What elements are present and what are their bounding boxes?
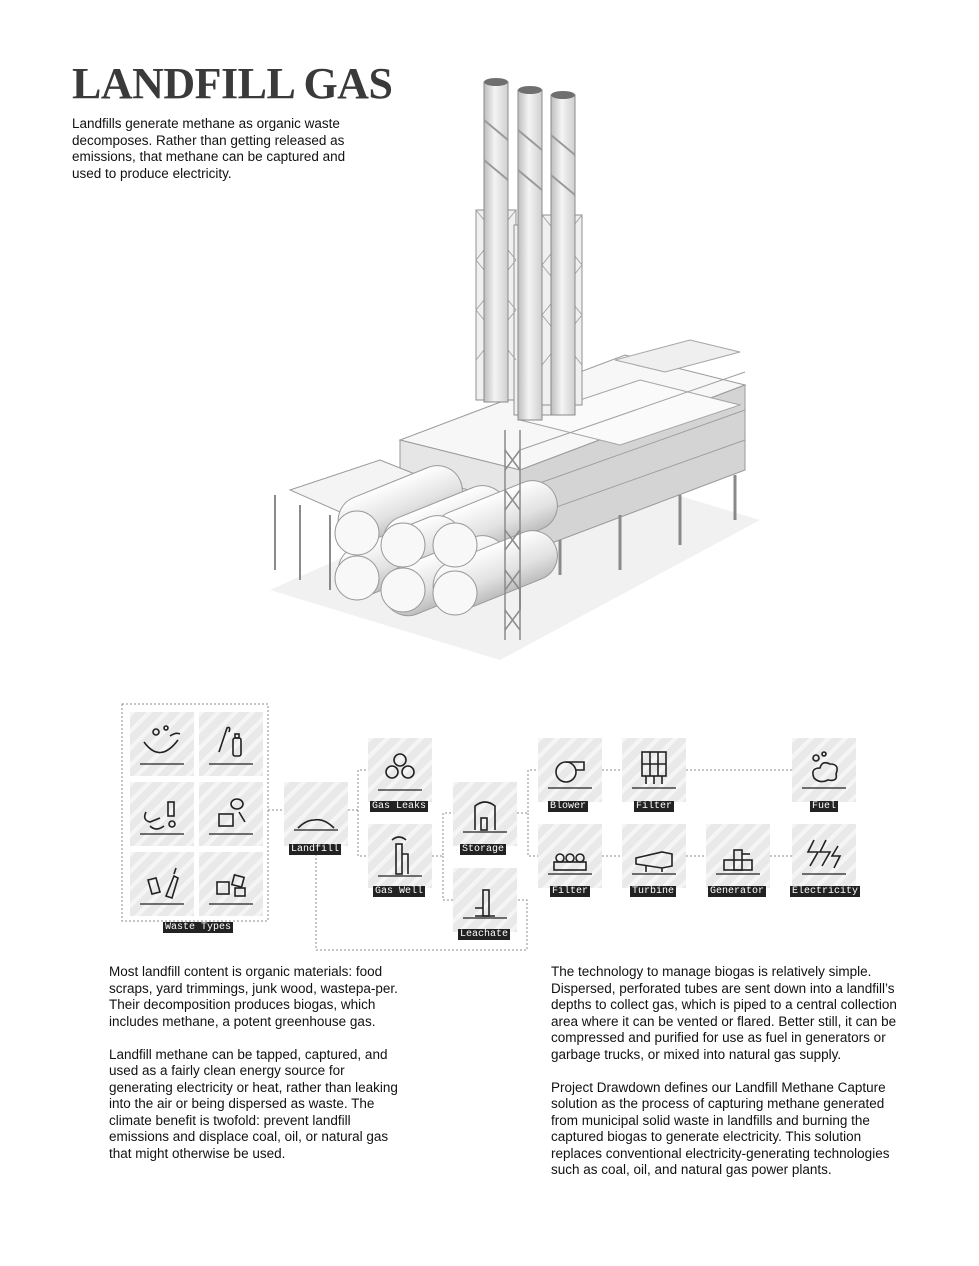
filter-label-top: Filter xyxy=(636,801,673,812)
waste-type-electronics xyxy=(130,782,194,846)
turbine-node xyxy=(622,824,686,888)
landfill-node xyxy=(284,782,348,846)
turbine-label: Turbine xyxy=(632,886,675,897)
body-paragraph: Project Drawdown defines our Landfill Methane Capture solution as the process of capturing methane generated from municipal solid waste in landfills and burning the captured biogas to generate electricity. This solution replaces conventional electricity-generating technologies such as coal, oil, and natural gas power plants. xyxy=(551,1079,890,1177)
gas-leaks-label: Gas Leaks xyxy=(372,801,427,812)
fuel-node xyxy=(792,738,856,802)
gas-leaks-node xyxy=(368,738,432,802)
gas-well-node xyxy=(368,824,432,888)
waste-type-plastic xyxy=(199,712,263,776)
blower-node xyxy=(538,738,602,802)
electricity-label: Electricity xyxy=(792,886,859,897)
generator-label: Generator xyxy=(710,886,765,897)
waste-type-glass xyxy=(130,852,194,916)
landfill-label: Landfill xyxy=(291,844,340,855)
filter-node-bottom xyxy=(538,824,602,888)
fuel-label: Fuel xyxy=(812,801,837,812)
waste-type-food xyxy=(130,712,194,776)
filter-label-bottom: Filter xyxy=(552,886,589,897)
storage-label: Storage xyxy=(462,844,505,855)
generator-node xyxy=(706,824,770,888)
storage-node xyxy=(453,782,517,846)
leachate-label: Leachate xyxy=(460,929,509,940)
body-right-column xyxy=(551,964,903,1195)
body-paragraph: The technology to manage biogas is relatively simple. Dispersed, perforated tubes are sent down into a landfill’s depths to collect gas, which is piped to a central collection area where it can be vented or flared. Better still, it can be compressed and purified for use as fuel in generators or garbage trucks, or mixed into natural gas supply. xyxy=(551,964,897,1062)
page-title: LANDFILL GAS xyxy=(72,59,393,108)
intro-paragraph: Landfills generate methane as organic waste decomposes. Rather than getting released as emissions, that methane can be captured and used to produce electricity. xyxy=(72,116,346,181)
waste-type-mixed xyxy=(199,852,263,916)
body-paragraph: Most landfill content is organic materials: food scraps, yard trimmings, junk wood, wastepa-per. Their decomposition produces biogas, which includes methane, a potent greenhouse gas. xyxy=(109,964,398,1029)
body-left-column xyxy=(109,964,399,1179)
waste-types-label: Waste Types xyxy=(165,922,232,933)
body-paragraph: Landfill methane can be tapped, captured, and used as a fairly clean energy source for generating electricity or heat, rather than leaking into the air or being dispersed as waste. The climate benefit is twofold: prevent landfill emissions and displace coal, oil, or natural gas that might otherwise be used. xyxy=(109,1046,398,1161)
leachate-node xyxy=(453,868,517,932)
gas-well-label: Gas Well xyxy=(375,886,424,897)
waste-type-containers xyxy=(199,782,263,846)
electricity-node xyxy=(792,824,856,888)
blower-label: Blower xyxy=(550,801,587,812)
filter-node-top xyxy=(622,738,686,802)
